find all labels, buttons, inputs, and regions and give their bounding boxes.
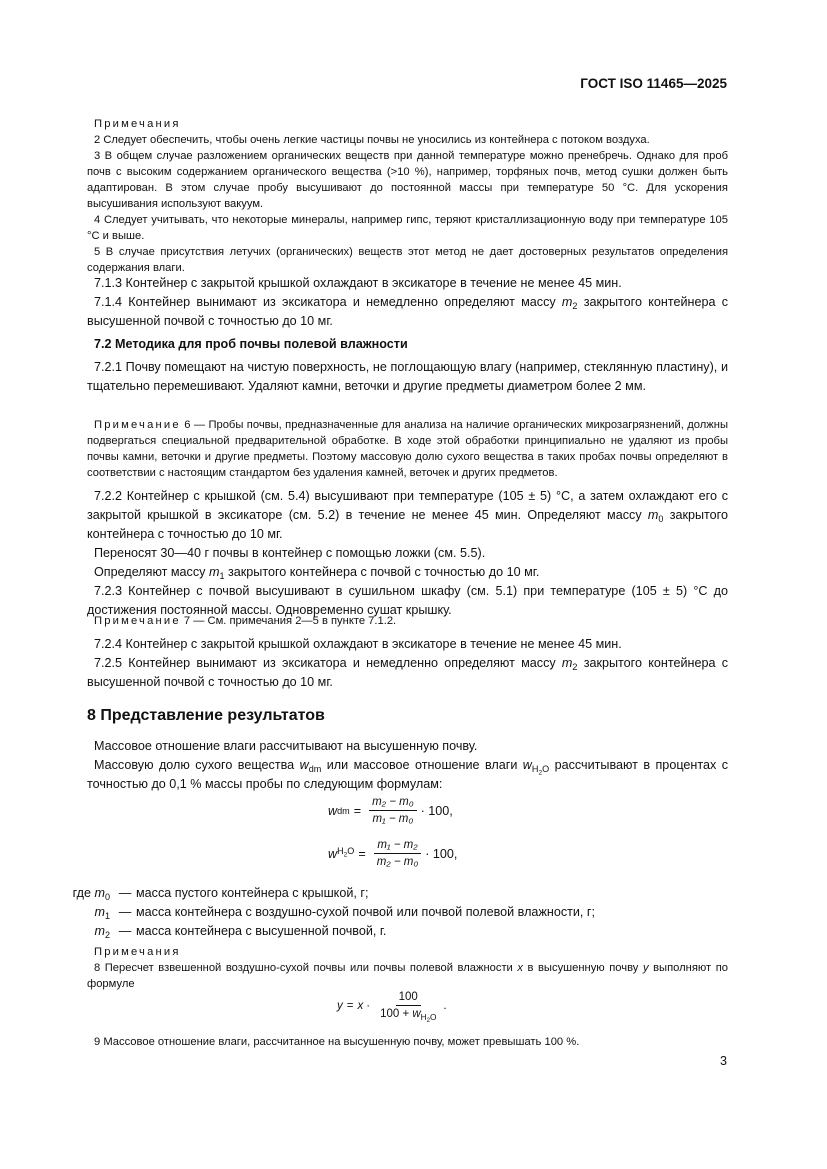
fraction: $\frac{\text{m₂ − m₀}}{\text{m₁ − m₀}}$ [369, 795, 417, 826]
notes-title: Примечания [94, 118, 181, 130]
notes-block-2 [87, 944, 728, 992]
para-results-1: Массовое отношение влаги рассчитывают на высушенную почву. [94, 739, 478, 753]
para-7-2-3: 7.2.3 Контейнер с почвой высушивают в сушильном шкафу (см. 5.1) при температуре (105 ± 5) °С до достижения постоянной массы. Одновременно сушат крышку. [87, 584, 728, 617]
para-7-2-1: 7.2.1 Почву помещают на чистую поверхность, не поглощающую влагу (например, стеклянную пластину), и тщательно перемешивают. Удаляют камни, веточки и другие предметы диаметром более 2 мм. [87, 360, 728, 393]
definition-row: где $m_0$ — масса пустого контейнера с крышкой, г; [72, 886, 369, 903]
para-7-1-4: 7.1.4 Контейнер вынимают из эксикатора и немедленно определяют массу $m_2$ закрытого контейнера с высушенной почвой с точностью до 10 мг. [87, 295, 728, 328]
para-7-1-3: 7.1.3 Контейнер с закрытой крышкой охлаждают в эксикаторе в течение не менее 45 мин. [94, 276, 622, 290]
heading-8: 8 Представление результатов [87, 707, 325, 724]
results-text [87, 737, 728, 794]
note-4: 4 Следует учитывать, что некоторые минералы, например гипс, теряют кристаллизационную воду при температуре 105 °С и выше. [87, 214, 728, 242]
para-results-2: Массовую долю сухого вещества $w_{dm}$ или массовое отношение влаги $w_{H_2O}$ рассчитывают в процентах с точностью до 0,1 % массы пробы по следующим формулам: [87, 758, 729, 791]
section-7-2-4-7-2-5 [87, 635, 728, 692]
para-7-2-4: 7.2.4 Контейнер с закрытой крышкой охлаждают в эксикаторе в течение не менее 45 мин. [94, 637, 622, 651]
heading-7-2: 7.2 Методика для проб почвы полевой влажности [94, 337, 408, 351]
fraction: $\frac{100}{100 + w_{H_2O}}$ [380, 991, 437, 1024]
note-7: Примечание 7 — См. примечания 2—5 в пункте 7.1.2. [94, 615, 397, 627]
para-7-2-5: 7.2.5 Контейнер вынимают из эксикатора и немедленно определяют массу $m_2$ закрытого контейнера с высушенной почвой с точностью до 10 мг. [87, 656, 728, 689]
formula-w-h2o: w $H_2O$ = $\frac{\text{m₁ − m₂}}{\text{m₂ − m₀}}$ · 100, [328, 839, 458, 868]
section-8 [87, 707, 728, 725]
notes-block-1 [87, 116, 728, 276]
note-9: 9 Массовое отношение влаги, рассчитанное на высушенную почву, может превышать 100 %. [94, 1036, 580, 1048]
note-2: 2 Следует обеспечить, чтобы очень легкие частицы почвы не уносились из контейнера с потоком воздуха. [94, 134, 650, 146]
formula-y: y = x · $\frac{100}{100 + w_{H_2O}}$ . [337, 991, 447, 1024]
notes-title: Примечания [94, 946, 181, 958]
para-transfer: Переносят 30—40 г почвы в контейнер с помощью ложки (см. 5.5). [94, 546, 486, 560]
definition-row: $m_2$ — масса контейнера с высушенной почвой, г. [94, 924, 387, 941]
formula-w-dm: w dm = $\frac{\text{m₂ − m₀}}{\text{m₁ − m₀}}$ · 100, [328, 796, 453, 825]
note-6: Примечание 6 — Пробы почвы, предназначенные для анализа на наличие органических микрозагрязнений, должны подвергаться специальной предварительной обработке. В ходе этой обработки принципиально не удаляют из пробы почвы камни, веточки и другие предметы. Поэтому массовую долю сухого вещества в таких пробах почвы определяют в соответствии с настоящим стандартом без удаления камней, веточек и других предметов. [87, 419, 728, 479]
note-9-block [87, 1034, 728, 1050]
variable-definitions [58, 884, 595, 941]
fraction: $\frac{\text{m₁ − m₂}}{\text{m₂ − m₀}}$ [374, 838, 422, 869]
section-7-2-2-7-2-3 [87, 487, 728, 620]
page-number: 3 [719, 1054, 727, 1068]
note-7-block [87, 613, 728, 629]
para-determine-m1: Определяют массу $m_1$ закрытого контейнера с почвой с точностью до 10 мг. [94, 565, 540, 582]
para-7-2-2: 7.2.2 Контейнер с крышкой (см. 5.4) высушивают при температуре (105 ± 5) °С, а затем охлаждают его с закрытой крышкой в эксикаторе (см. 5.2) в течение не менее 45 мин. Определяют массу $m_0$ закрытого контейнера с точностью до 10 мг. [87, 489, 729, 541]
note-8: 8 Пересчет взвешенной воздушно-сухой почвы или почвы полевой влажности x в высушенную почву y выполняют по формуле [87, 962, 728, 990]
note-5: 5 В случае присутствия летучих (органических) веществ этот метод не дает достоверных результатов определения содержания влаги. [87, 246, 728, 274]
note-3: 3 В общем случае разложением органических веществ при данной температуре можно пренебречь. Однако для проб почв с высоким содержанием органического вещества (>10 %), например, торфяных почв, метод сушки должен быть адаптирован. В этом случае пробу высушивают до постоянной массы при температуре 50 °С. Для ускорения высушивания используют вакуум. [87, 150, 728, 210]
section-7-2-1 [87, 358, 728, 396]
note-6-block [87, 417, 728, 481]
definition-row: $m_1$ — масса контейнера с воздушно-сухой почвой или почвой полевой влажности, г; [94, 905, 596, 922]
section-7-2 [87, 337, 728, 351]
standard-header: ГОСТ ISO 11465—2025 [580, 76, 727, 91]
section-7-1-3-7-1-4 [87, 274, 728, 331]
